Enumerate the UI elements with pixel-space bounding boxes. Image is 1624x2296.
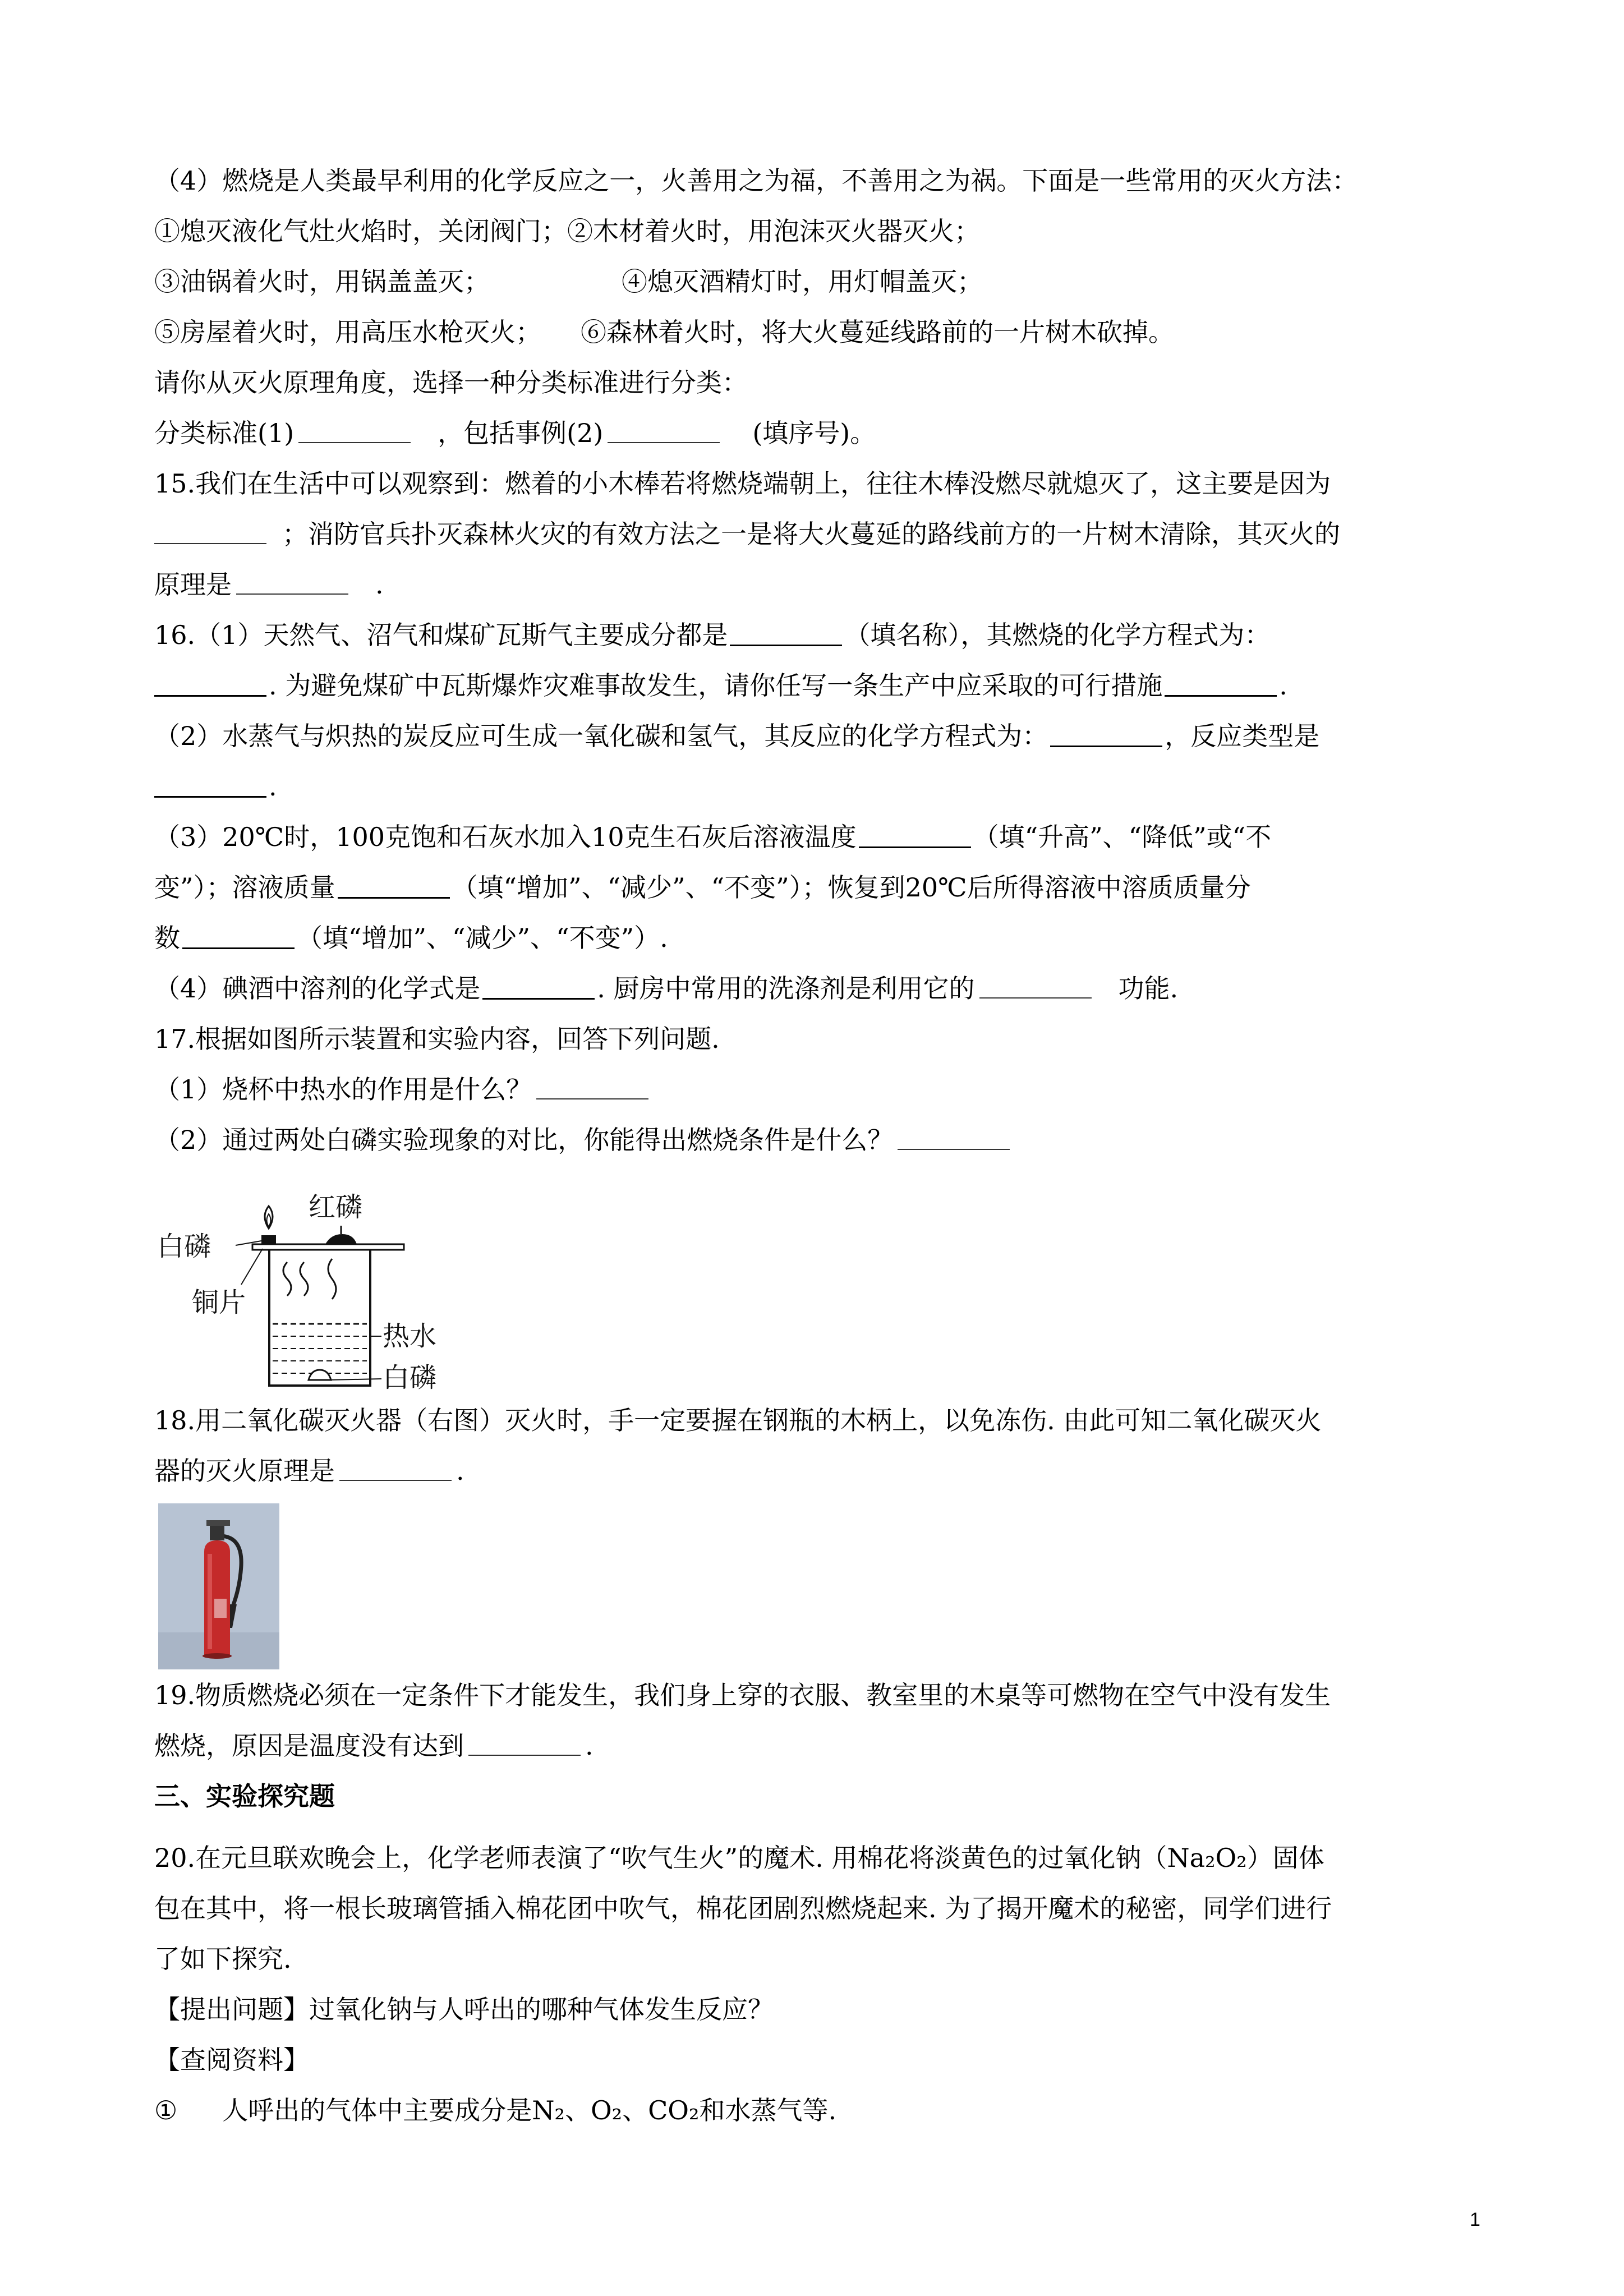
q16-line3 bbox=[154, 719, 1319, 754]
q14-method-6: ⑥森林着火时，将大火蔓延线路前的一片树木砍掉。 bbox=[581, 317, 1174, 347]
cylinder-base bbox=[203, 1653, 232, 1659]
q16-line2 bbox=[154, 669, 1287, 703]
q15-line2 bbox=[154, 517, 1340, 552]
q16-line8c: 功能. bbox=[1118, 973, 1179, 1004]
q20-question: 【提出问题】过氧化钠与人呼出的哪种气体发生反应？ bbox=[154, 1994, 774, 2024]
steam-line bbox=[328, 1259, 336, 1299]
q14-methods-row3 bbox=[154, 315, 1174, 350]
q15-line3 bbox=[154, 568, 384, 602]
q17-line2-text: （1）烧杯中热水的作用是什么？ bbox=[154, 1074, 532, 1105]
answer-blank[interactable] bbox=[154, 543, 266, 544]
label-hot-water: 热水 bbox=[383, 1320, 437, 1352]
q20-line2: 包在其中，将一根长玻璃管插入棉花团中吹气，棉花团剧烈燃烧起来. 为了揭开魔术的秘密，同学们进行 bbox=[154, 1893, 1332, 1924]
q16-line6b: （填“增加”、“减少”、“不变”）；恢复到20℃后所得溶液中溶质质量分 bbox=[452, 872, 1251, 903]
answer-blank[interactable] bbox=[536, 1098, 648, 1099]
q14-instruction: 请你从灭火原理角度，选择一种分类标准进行分类： bbox=[154, 367, 748, 398]
steam-line bbox=[300, 1262, 308, 1296]
q16-line8a: （4）碘酒中溶剂的化学式是 bbox=[154, 973, 481, 1004]
q16-line6a: 变”）；溶液质量 bbox=[154, 872, 335, 903]
flame-icon bbox=[265, 1206, 273, 1228]
cylinder-label bbox=[214, 1599, 227, 1618]
label-white-phosphorus-top: 白磷 bbox=[157, 1231, 211, 1262]
answer-blank[interactable] bbox=[859, 846, 971, 848]
answer-blank[interactable] bbox=[154, 695, 266, 697]
q17-line3-text: （2）通过两处白磷实验现象的对比，你能得出燃烧条件是什么？ bbox=[154, 1125, 894, 1155]
label-leader bbox=[241, 1249, 263, 1285]
q17-line1: 17.根据如图所示装置和实验内容，回答下列问题. bbox=[154, 1024, 720, 1054]
q14-method-4: ④熄灭酒精灯时，用灯帽盖灭； bbox=[622, 266, 983, 297]
answer-blank[interactable] bbox=[182, 947, 295, 949]
answer-blank[interactable] bbox=[468, 1755, 581, 1756]
q16-line6 bbox=[154, 871, 1251, 905]
white-phosphorus-top bbox=[261, 1235, 276, 1244]
answer-blank[interactable] bbox=[339, 1480, 452, 1481]
extinguisher-valve bbox=[210, 1526, 224, 1540]
q14-method-2: ②木材着火时，用泡沫灭火器灭火； bbox=[567, 216, 980, 246]
label-copper-plate: 铜片 bbox=[192, 1287, 246, 1318]
q15-line2-text: ；消防官兵扑灭森林火灾的有效方法之一是将大火蔓延的路线前方的一片树木清除，其灭火的 bbox=[282, 519, 1340, 549]
q19-line2 bbox=[154, 1729, 594, 1764]
q16-line3b: ，反应类型是 bbox=[1165, 721, 1320, 751]
q15-line1: 15.我们在生活中可以观察到：燃着的小木棒若将燃烧端朝上，往往木棒没燃尽就熄灭了，这主要是因为 bbox=[154, 468, 1331, 499]
q14-intro: （4）燃烧是人类最早利用的化学反应之一，火善用之为福，不善用之为祸。下面是一些常用的灭火方法： bbox=[154, 165, 1358, 196]
combustion-apparatus-figure bbox=[157, 1189, 471, 1397]
q16-line4-end: . bbox=[269, 771, 277, 802]
answer-blank[interactable] bbox=[298, 442, 411, 443]
section-heading: 三、实验探究题 bbox=[154, 1781, 335, 1811]
q18-line1: 18.用二氧化碳灭火器（右图）灭火时，手一定要握在钢瓶的木柄上，以免冻伤. 由此可知二氧化碳灭火 bbox=[154, 1405, 1322, 1435]
q16-line5 bbox=[154, 820, 1271, 855]
answer-blank[interactable] bbox=[730, 645, 842, 646]
q15-line3-text: 原理是 bbox=[154, 569, 232, 600]
q14-methods-row1 bbox=[154, 214, 980, 249]
q17-line3 bbox=[154, 1123, 1014, 1158]
q14-methods-row2 bbox=[154, 265, 983, 300]
answer-blank[interactable] bbox=[236, 593, 348, 595]
q14-method-5: ⑤房屋着火时，用高压水枪灭火； bbox=[154, 317, 541, 347]
q16-line7a: 数 bbox=[154, 923, 180, 953]
answer-blank[interactable] bbox=[154, 796, 266, 798]
white-phosphorus-bottom bbox=[309, 1370, 331, 1380]
q18-line2 bbox=[154, 1454, 464, 1489]
q20-line3: 了如下探究. bbox=[154, 1944, 292, 1974]
answer-blank[interactable] bbox=[979, 997, 1092, 999]
q18-line2-end: . bbox=[456, 1456, 464, 1486]
answer-blank[interactable] bbox=[608, 442, 720, 443]
answer-blank[interactable] bbox=[1050, 746, 1162, 747]
q16-line7 bbox=[154, 921, 668, 956]
q16-line8b: . 厨房中常用的洗涤剂是利用它的 bbox=[597, 973, 975, 1004]
q19-line2-text: 燃烧，原因是温度没有达到 bbox=[154, 1731, 464, 1761]
red-phosphorus bbox=[325, 1234, 357, 1244]
answer-blank[interactable] bbox=[338, 897, 450, 899]
q19-line2-end: . bbox=[585, 1731, 594, 1761]
extinguisher-handle bbox=[206, 1520, 230, 1526]
q16-line5b: （填“升高”、“降低”或“不 bbox=[973, 822, 1272, 852]
q16-line5a: （3）20℃时，100克饱和石灰水加入10克生石灰后溶液温度 bbox=[154, 822, 857, 852]
q14-examples-label: ，包括事例(2) bbox=[438, 418, 604, 448]
q16-line2a: . 为避免煤矿中瓦斯爆炸灾难事故发生，请你任写一条生产中应采取的可行措施 bbox=[269, 670, 1163, 701]
q20-item bbox=[154, 2093, 836, 2128]
q14-fill-hint: (填序号)。 bbox=[752, 418, 876, 448]
answer-blank[interactable] bbox=[482, 998, 595, 1000]
steam-line bbox=[283, 1262, 291, 1296]
q16-line3a: （2）水蒸气与炽热的炭反应可生成一氧化碳和氢气，其反应的化学方程式为： bbox=[154, 721, 1048, 751]
q14-classify-label: 分类标准(1) bbox=[154, 418, 295, 448]
flame-inner-icon bbox=[267, 1214, 271, 1227]
q16-line1a: 16.（1）天然气、沼气和煤矿瓦斯气主要成分都是 bbox=[154, 620, 728, 650]
label-red-phosphorus: 红磷 bbox=[309, 1191, 363, 1223]
q20-line1: 20.在元旦联欢晚会上，化学老师表演了“吹气生火”的魔术. 用棉花将淡黄色的过氧化钠（Na₂O₂）固体 bbox=[154, 1843, 1324, 1873]
q17-line2 bbox=[154, 1073, 653, 1107]
beaker bbox=[269, 1250, 370, 1386]
q16-line8 bbox=[154, 972, 1178, 1006]
label-white-phosphorus-bottom: 白磷 bbox=[383, 1362, 437, 1393]
copper-plate bbox=[252, 1244, 404, 1250]
q14-classify-line bbox=[154, 416, 876, 451]
q14-method-1: ①熄灭液化气灶火焰时，关闭阀门； bbox=[154, 216, 567, 246]
q18-line2-text: 器的灭火原理是 bbox=[154, 1456, 335, 1486]
q19-line1: 19.物质燃烧必须在一定条件下才能发生，我们身上穿的衣服、教室里的木桌等可燃物在空气中没有发生 bbox=[154, 1680, 1331, 1710]
q15-line3-end: . bbox=[375, 569, 384, 600]
answer-blank[interactable] bbox=[1165, 695, 1277, 697]
q20-item-text: 人呼出的气体中主要成分是N₂、O₂、CO₂和水蒸气等. bbox=[222, 2095, 837, 2125]
q16-line1 bbox=[154, 618, 1270, 653]
q16-line1b: （填名称），其燃烧的化学方程式为： bbox=[844, 620, 1271, 650]
co2-extinguisher-photo bbox=[158, 1503, 279, 1669]
answer-blank[interactable] bbox=[898, 1149, 1010, 1150]
q20-item-number: ① bbox=[154, 2095, 178, 2125]
q16-line7b: （填“增加”、“减少”、“不变”）. bbox=[297, 923, 668, 953]
page-number: 1 bbox=[1470, 2209, 1480, 2230]
cylinder-highlight bbox=[208, 1554, 212, 1649]
q16-line2b: . bbox=[1279, 670, 1287, 701]
q20-lookup: 【查阅资料】 bbox=[154, 2045, 309, 2075]
label-leader bbox=[328, 1379, 381, 1380]
q16-line4 bbox=[154, 770, 277, 804]
q14-method-3: ③油锅着火时，用锅盖盖灭； bbox=[154, 266, 490, 297]
